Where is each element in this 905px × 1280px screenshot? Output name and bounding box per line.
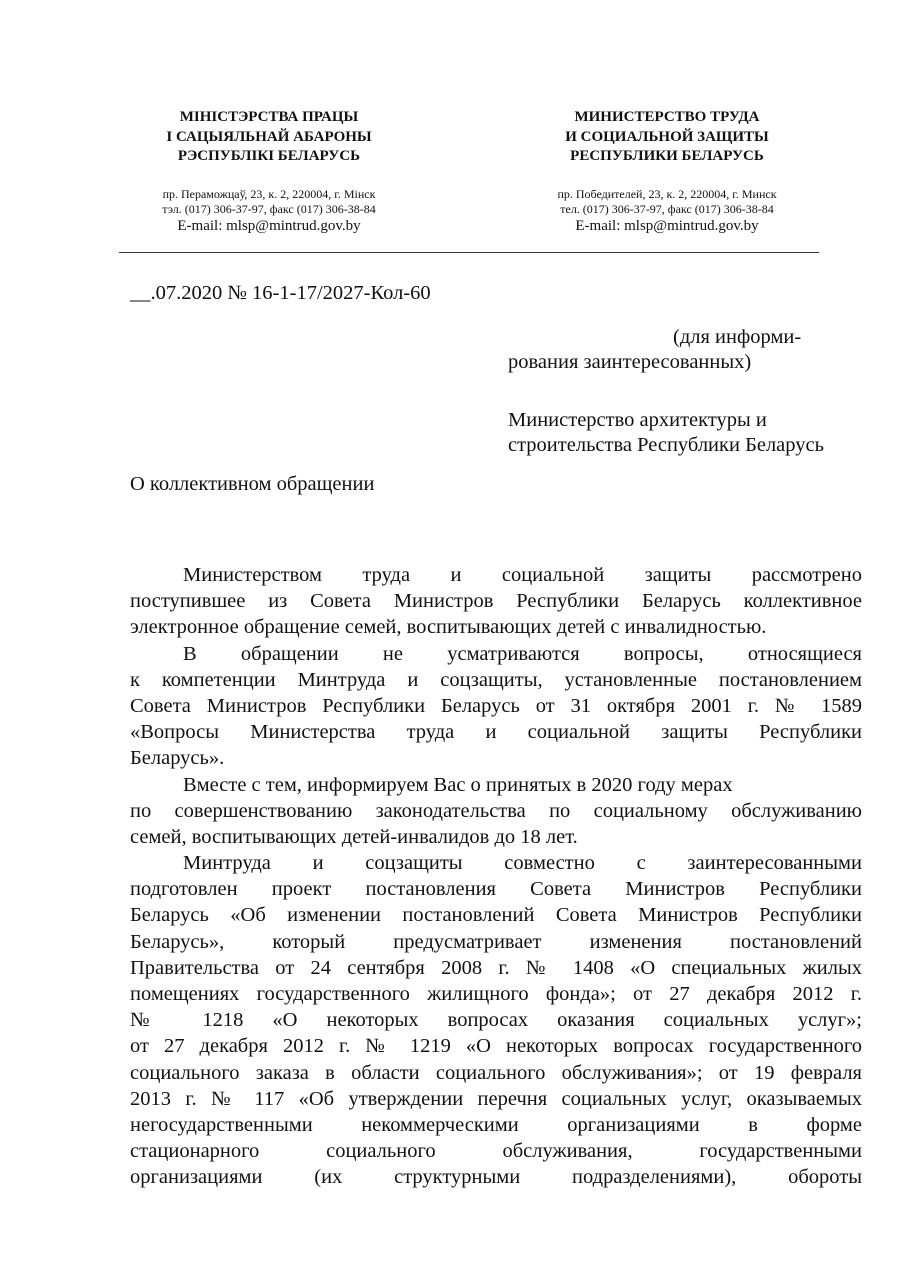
- body-line: поступившее из Совета Министров Республики Беларусь коллективное: [130, 590, 862, 613]
- body-line: социального заказа в области социального обслуживания»; от 19 февраля: [130, 1061, 862, 1084]
- body-line: Министерством труда и социальной защиты рассмотрено: [183, 564, 862, 586]
- body-line: Беларусь», который предусматривает изменения постановлений: [130, 930, 862, 953]
- body-line: Правительства от 24 сентября 2008 г. № 1408 «О специальных жилых: [130, 956, 862, 979]
- header-divider: [119, 252, 819, 253]
- body-line: электронное обращение семей, воспитывающих детей с инвалидностью.: [130, 616, 767, 639]
- note-line: рования заинтересованных): [508, 351, 752, 373]
- body-line: негосударственными некоммерческими организациями в форме: [130, 1113, 862, 1136]
- ministry-name-line: І САЦЫЯЛЬНАЙ АБАРОНЫ: [166, 128, 372, 145]
- registration-number: __.07.2020 № 16-1-17/2027-Кол-60: [130, 282, 431, 304]
- body-line: № 1218 «О некоторых вопросах оказания социальных услуг»;: [130, 1009, 862, 1032]
- letter-body: [130, 562, 862, 1191]
- body-line: «Вопросы Министерства труда и социальной защиты Республики: [130, 721, 862, 744]
- ministry-phone: тел. (017) 306-37-97, факс (017) 306-38-84: [560, 201, 774, 216]
- body-line: 2013 г. № 117 «Об утверждении перечня социальных услуг, оказываемых: [130, 1087, 862, 1110]
- distribution-note: [508, 325, 801, 375]
- body-line: подготовлен проект постановления Совета Министров Республики: [130, 878, 862, 901]
- body-line: Вместе с тем, информируем Вас о принятых в 2020 году мерах: [183, 773, 733, 796]
- body-line: Совета Министров Республики Беларусь от 31 октября 2001 г. № 1589: [130, 694, 862, 717]
- note-line: (для информи-: [673, 326, 802, 348]
- ministry-address: пр. Пераможцаў, 23, к. 2, 220004, г. Мінск: [162, 186, 376, 201]
- body-line: по совершенствованию законодательства по социальному обслуживанию: [130, 799, 862, 822]
- ministry-email: E-mail: mlsp@mintrud.gov.by: [575, 217, 759, 234]
- letterhead-russian: [502, 108, 832, 235]
- body-line: стационарного социального обслуживания, государственными: [130, 1140, 862, 1163]
- body-line: помещениях государственного жилищного фонда»; от 27 декабря 2012 г.: [130, 983, 862, 1005]
- addressee: [508, 408, 824, 458]
- addressee-line: Министерство архитектуры и: [508, 409, 767, 431]
- ministry-email: E-mail: mlsp@mintrud.gov.by: [177, 217, 361, 234]
- letter-subject: О коллективном обращении: [130, 473, 375, 495]
- body-line: организациями (их структурными подразделениями), обороты: [130, 1166, 862, 1189]
- body-line: Беларусь «Об изменении постановлений Совета Министров Республики: [130, 904, 862, 927]
- ministry-name-line: МІНІСТЭРСТВА ПРАЦЫ: [179, 109, 359, 125]
- ministry-phone: тэл. (017) 306-37-97, факс (017) 306-38-84: [162, 201, 376, 216]
- body-line: от 27 декабря 2012 г. № 1219 «О некоторых вопросах государственного: [130, 1035, 862, 1058]
- ministry-name-line: РЕСПУБЛИКИ БЕЛАРУСЬ: [570, 148, 764, 164]
- body-line: семей, воспитывающих детей-инвалидов до 18 лет.: [130, 825, 578, 848]
- body-line: В обращении не усматриваются вопросы, относящиеся: [183, 642, 862, 665]
- addressee-line: строительства Республики Беларусь: [508, 434, 824, 456]
- body-line: Беларусь».: [130, 747, 225, 770]
- letterhead-belarusian: [104, 108, 434, 235]
- ministry-address: пр. Победителей, 23, к. 2, 220004, г. Минск: [557, 186, 777, 201]
- body-line: к компетенции Минтруда и соцзащиты, установленные постановлением: [130, 668, 862, 691]
- ministry-name-line: МИНИСТЕРСТВО ТРУДА: [574, 109, 760, 125]
- ministry-name-line: РЭСПУБЛІКІ БЕЛАРУСЬ: [177, 148, 361, 164]
- body-line: Минтруда и соцзащиты совместно с заинтересованными: [183, 852, 862, 875]
- ministry-name-line: И СОЦИАЛЬНОЙ ЗАЩИТЫ: [565, 128, 769, 145]
